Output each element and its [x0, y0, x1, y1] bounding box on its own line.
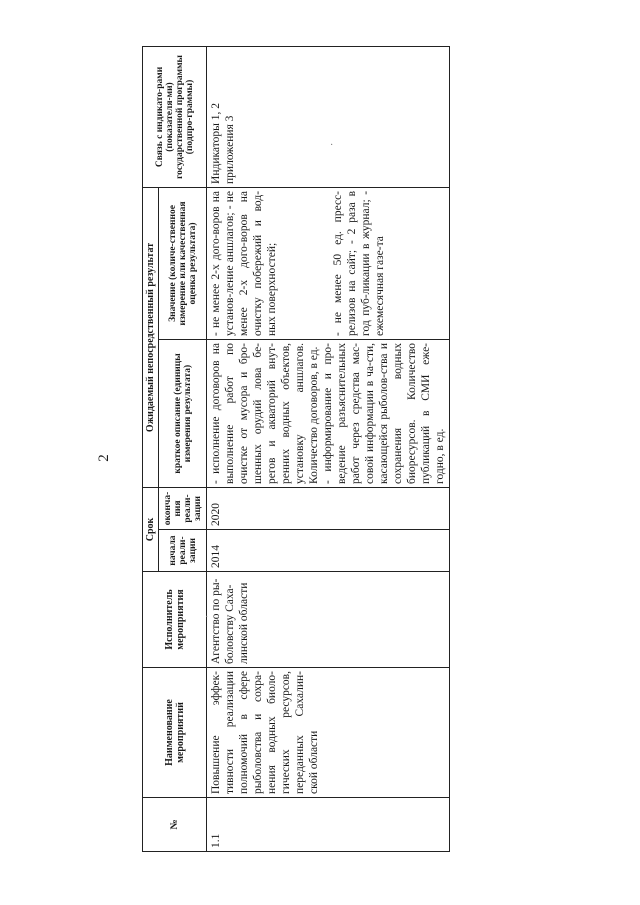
cell-executor: Агентство по ры-боловству Саха-линской области	[207, 572, 450, 668]
cell-name: Повышение эффек-тивности реализации полномочий в сфере рыболовства и сохра-нения водных биоло-гических ресурсов, переданных Сахалин-ской области	[207, 668, 450, 798]
cell-result-value	[207, 187, 450, 339]
cell-result-desc	[207, 339, 450, 487]
cell-term-start: 2014	[207, 530, 450, 572]
result-value-part2: - не менее 50 ед. пресс-релизов на сайт; - 2 раза в год пуб-ликации в журнал; - ежемесячная газе-та	[332, 190, 386, 336]
cell-term-end: 2020	[207, 487, 450, 529]
header-result-desc: краткое описание (единицы измерения результата)	[159, 339, 207, 487]
result-value-part1: - не менее 2-х дого-воров на установ-ление аншлагов; - не менее 2-х дого-воров на очистку побережий и вод-ных поверхностей;	[210, 190, 278, 336]
header-result: Ожидаемый непосредственный результат	[143, 187, 159, 487]
result-desc-part1: - исполнение договоров на выполнение работ по очистке от мусора и бро-шенных орудий лова бе-регов и акваторий внут-ренних водных объектов, установку аншлагов. Количество договоров, в ед.	[210, 342, 320, 484]
table-row	[207, 46, 450, 851]
header-name: Наименование мероприятий	[143, 668, 207, 798]
cell-indicators: Индикаторы 1, 2 приложения 3	[207, 46, 450, 187]
header-result-value: Значение (количе-ственное измерение или качественная оценка результата)	[159, 187, 207, 339]
result-desc-part2: - информирование и про-ведение разъяснительных работ через средства мас-совой информации в ча-сти, касающейся рыболов-ства и сохранения водных биоресурсов. Количество публикаций в СМИ еже-годно, в ед.	[322, 342, 446, 484]
rotated-table-wrapper	[142, 47, 446, 852]
header-term-start: начала реали-зации	[159, 530, 207, 572]
page-number: 2	[96, 454, 112, 462]
scan-speck: ·	[330, 140, 334, 151]
header-term: Срок	[143, 487, 159, 571]
header-indicators: Связь с индикато-рами (показателя-ми) государственной программы (подпро-граммы)	[143, 46, 207, 187]
activities-table	[142, 46, 450, 852]
header-executor: Исполнитель мероприятия	[143, 572, 207, 668]
scan-speck: ·	[205, 612, 209, 623]
cell-num: 1.1	[207, 798, 450, 852]
header-num: №	[143, 798, 207, 852]
header-term-end: оконча-ния реали-зации	[159, 487, 207, 529]
